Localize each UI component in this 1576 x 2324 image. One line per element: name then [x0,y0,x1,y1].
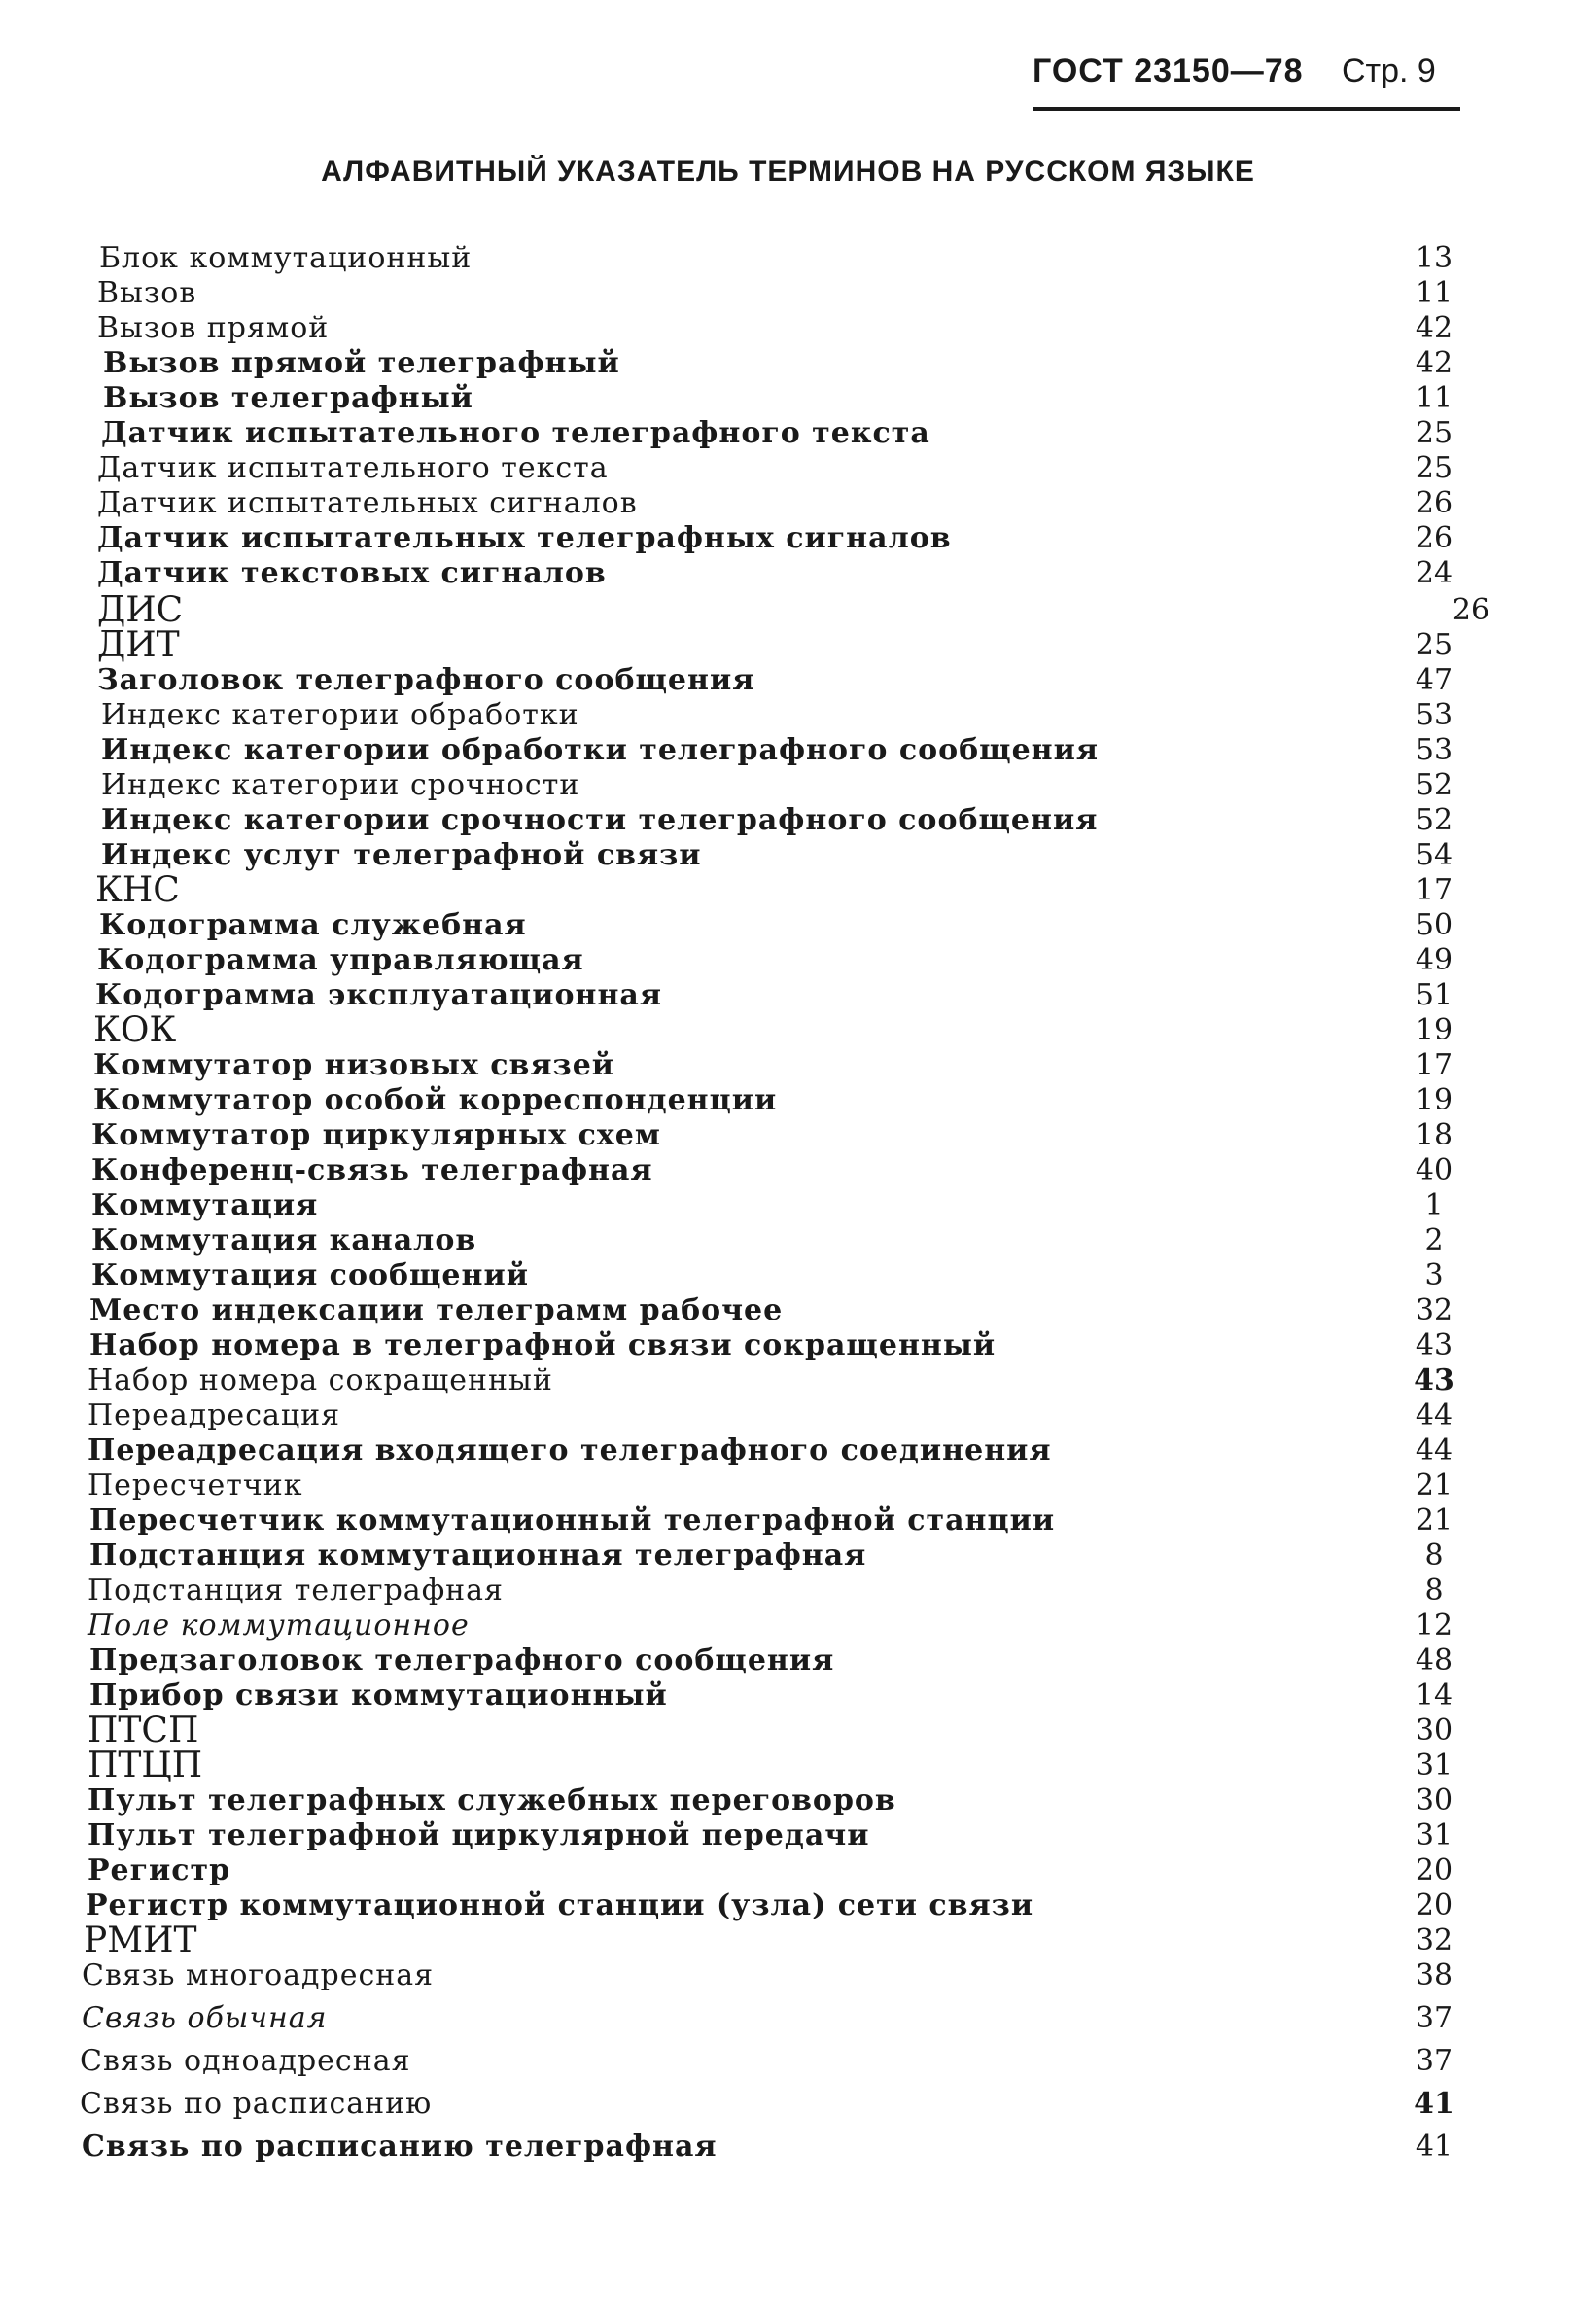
list-item [0,1920,1576,1960]
term-number: 53 [1415,698,1453,732]
term-number: 42 [1415,346,1453,380]
list-item [0,486,1576,521]
index-term: Подстанция коммутационная телеграфная [89,1538,867,1572]
index-term: Переадресация [88,1398,341,1432]
list-item [0,276,1576,311]
index-term: Регистр коммутационной станции (узла) сети связи [86,1888,1034,1922]
index-term: ПТСП [88,1710,199,1750]
index-term: Вызов [97,276,197,310]
term-number: 40 [1415,1153,1453,1187]
term-number: 26 [1415,521,1453,555]
index-term: Конференц-связь телеграфная [91,1153,653,1187]
term-number: 17 [1415,873,1453,907]
term-number: 42 [1415,311,1453,345]
list-item [0,1608,1576,1643]
list-item [0,663,1576,698]
list-item [0,908,1576,943]
index-term: Индекс категории срочности [101,768,580,802]
list-item [0,2001,1576,2036]
term-number: 14 [1415,1678,1453,1712]
list-item [0,556,1576,591]
index-term: Связь по расписанию [80,2087,433,2121]
term-number: 8 [1424,1538,1444,1572]
term-number: 25 [1415,416,1453,450]
index-term: Пульт телеграфной циркулярной передачи [88,1818,870,1852]
term-number: 11 [1415,276,1453,310]
term-number: 12 [1415,1608,1453,1642]
term-number: 21 [1415,1503,1453,1537]
list-item [0,1293,1576,1328]
index-term: Набор номера сокращенный [88,1363,553,1397]
term-number: 26 [1452,593,1490,627]
index-term: Индекс категории обработки телеграфного сообщения [101,733,1100,767]
index-term: РМИТ [84,1920,197,1960]
index-term: Связь по расписанию телеграфная [82,2130,718,2164]
list-item [0,1573,1576,1608]
list-item [0,1363,1576,1398]
list-item [0,1853,1576,1888]
term-number: 30 [1415,1713,1453,1747]
term-number: 2 [1424,1223,1444,1257]
term-number: 43 [1414,1363,1454,1397]
index-term: Регистр [88,1853,231,1887]
index-term: Набор номера в телеграфной связи сокращенный [89,1328,997,1362]
term-number: 41 [1414,2087,1454,2121]
list-item [0,416,1576,451]
index-term: Вызов прямой телеграфный [103,346,620,380]
list-item [0,1745,1576,1785]
list-item [0,381,1576,416]
term-number: 13 [1415,241,1453,275]
index-term: Блок коммутационный [99,241,473,275]
list-item [0,1153,1576,1188]
list-item [0,1328,1576,1363]
list-item [0,803,1576,838]
index-term: ДИТ [97,625,180,665]
index-term: Место индексации телеграмм рабочее [89,1293,784,1327]
term-number: 38 [1415,1958,1453,1992]
list-item [0,1888,1576,1923]
term-number: 30 [1415,1783,1453,1817]
term-number: 48 [1415,1643,1453,1677]
list-item [0,2130,1576,2165]
index-term: Коммутатор циркулярных схем [91,1118,661,1152]
index-term: Подстанция телеграфная [88,1573,504,1607]
term-number: 19 [1415,1083,1453,1117]
list-item [0,1223,1576,1258]
term-number: 31 [1415,1748,1453,1782]
list-item [0,978,1576,1013]
list-item [0,943,1576,978]
index-term: Датчик испытательных телеграфных сигналов [97,521,952,555]
term-number: 26 [1415,486,1453,520]
list-item [0,768,1576,803]
index-term: Коммутатор особой корреспонденции [93,1083,778,1117]
index-term: Коммутация сообщений [91,1258,529,1292]
term-number: 32 [1415,1293,1453,1327]
index-term: Индекс услуг телеграфной связи [101,838,702,872]
term-number: 21 [1415,1468,1453,1502]
page-number: Стр. 9 [1342,53,1436,89]
index-term: КОК [93,1010,177,1050]
term-number: 1 [1424,1188,1444,1222]
list-item [0,1010,1576,1050]
term-number: 52 [1415,768,1453,802]
index-term: Датчик испытательного телеграфного текста [101,416,930,450]
term-number: 19 [1415,1013,1453,1047]
index-term: КНС [95,870,180,910]
list-item [0,1818,1576,1853]
list-item [0,698,1576,733]
term-number: 17 [1415,1048,1453,1082]
list-item [0,1958,1576,1993]
index-term: ДИС [97,590,184,630]
list-item [0,311,1576,346]
index-term: Связь одноадресная [80,2044,411,2078]
term-number: 53 [1415,733,1453,767]
list-item [0,1468,1576,1503]
list-item [0,241,1576,276]
term-number: 8 [1424,1573,1444,1607]
term-number: 52 [1415,803,1453,837]
list-item [0,521,1576,556]
index-term: Датчик испытательных сигналов [97,486,638,520]
index-term: Коммутация каналов [91,1223,477,1257]
term-number: 24 [1415,556,1453,590]
list-item [0,590,1576,630]
index-term: Предзаголовок телеграфного сообщения [89,1643,835,1677]
page-title: АЛФАВИТНЫЙ УКАЗАТЕЛЬ ТЕРМИНОВ НА РУССКОМ ЯЗЫКЕ [321,156,1255,188]
index-term: Прибор связи коммутационный [89,1678,668,1712]
index-term: ПТЦП [88,1745,203,1785]
term-number: 32 [1415,1923,1453,1957]
term-number: 41 [1415,2130,1453,2164]
index-term: Пересчетчик [88,1468,303,1502]
term-number: 37 [1415,2044,1453,2078]
list-item [0,733,1576,768]
list-item [0,1258,1576,1293]
term-number: 47 [1415,663,1453,697]
index-term: Переадресация входящего телеграфного соединения [88,1433,1052,1467]
index-term: Коммутация [91,1188,319,1222]
index-term: Кодограмма служебная [99,908,527,942]
list-item [0,838,1576,873]
list-item [0,1710,1576,1750]
list-item [0,2087,1576,2122]
list-item [0,1048,1576,1083]
index-term: Пересчетчик коммутационный телеграфной станции [89,1503,1056,1537]
list-item [0,625,1576,665]
term-number: 11 [1415,381,1453,415]
list-item [0,1678,1576,1713]
term-number: 50 [1415,908,1453,942]
list-item [0,870,1576,910]
term-number: 51 [1415,978,1453,1012]
index-term: Коммутатор низовых связей [93,1048,615,1082]
term-number: 49 [1415,943,1453,977]
list-item [0,1538,1576,1573]
list-item [0,1433,1576,1468]
index-term: Индекс категории обработки [101,698,579,732]
list-item [0,346,1576,381]
index-term: Вызов прямой [97,311,330,345]
term-number: 20 [1415,1888,1453,1922]
term-number: 44 [1415,1433,1453,1467]
list-item [0,1643,1576,1678]
index-term: Пульт телеграфных служебных переговоров [88,1783,896,1817]
list-item [0,1118,1576,1153]
index-term: Кодограмма управляющая [97,943,584,977]
index-term: Вызов телеграфный [103,381,473,415]
list-item [0,451,1576,486]
index-term: Датчик испытательного текста [97,451,609,485]
term-number: 25 [1415,451,1453,485]
index-term: Заголовок телеграфного сообщения [97,663,755,697]
list-item [0,1188,1576,1223]
standard-number: ГОСТ 23150—78 [1033,53,1304,89]
term-number: 25 [1415,628,1453,662]
list-item [0,1083,1576,1118]
list-item [0,1503,1576,1538]
index-term: Датчик текстовых сигналов [97,556,607,590]
term-number: 37 [1415,2001,1453,2035]
index-term: Кодограмма эксплуатационная [95,978,663,1012]
index-term: Индекс категории срочности телеграфного сообщения [101,803,1099,837]
index-term: Связь многоадресная [82,1958,435,1992]
list-item [0,1783,1576,1818]
term-number: 18 [1415,1118,1453,1152]
term-number: 44 [1415,1398,1453,1432]
index-term: Связь обычная [82,2001,328,2035]
term-number: 20 [1415,1853,1453,1887]
term-number: 31 [1415,1818,1453,1852]
list-item [0,2044,1576,2079]
term-number: 3 [1424,1258,1444,1292]
term-number: 43 [1415,1328,1453,1362]
term-number: 54 [1415,838,1453,872]
list-item [0,1398,1576,1433]
index-term: Поле коммутационное [88,1608,470,1642]
